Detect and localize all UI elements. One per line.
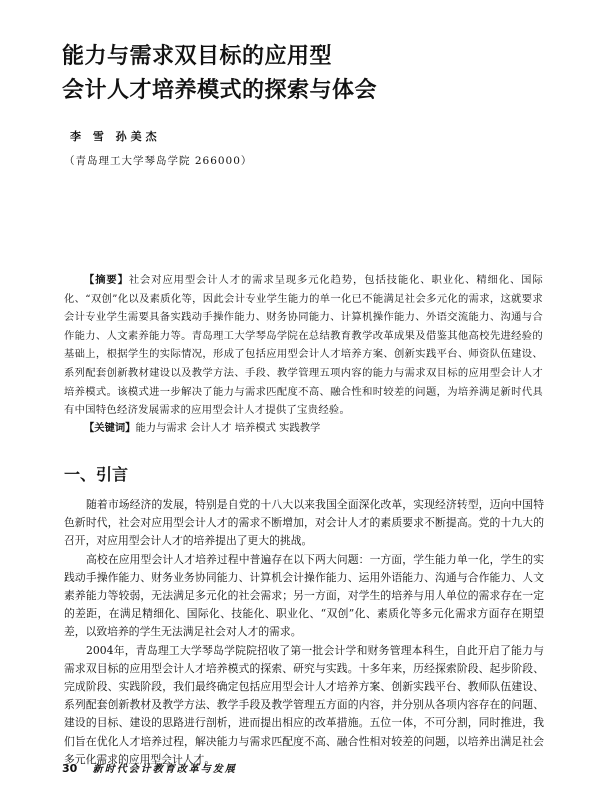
keywords-text: 能力与需求 会计人才 培养模式 实践教学 <box>135 422 321 434</box>
abstract <box>64 271 543 420</box>
section-heading-introduction: 一、引言 <box>64 465 129 484</box>
keywords <box>84 419 544 437</box>
keywords-label: 【关键词】 <box>84 422 136 434</box>
title-line-2: 会计人才培养模式的探索与体会 <box>62 78 378 103</box>
journal-name: 新时代会计教育改革与发展 <box>92 764 237 775</box>
abstract-label: 【摘要】 <box>84 274 129 286</box>
article-title <box>62 40 562 108</box>
page-footer <box>62 760 237 775</box>
title-line-1: 能力与需求双目标的应用型 <box>62 44 333 69</box>
page-number: 30 <box>62 762 78 775</box>
authors: 李 雪 孙美杰 <box>70 130 161 143</box>
affiliation: （青岛理工大学琴岛学院 266000） <box>64 155 253 167</box>
body-paragraph: 2004年，青岛理工大学琴岛学院院招收了第一批会计学和财务管理本科生，自此开启了能力与需求双目标的应用型会计人才培养模式的探索、研究与实践。十多年来，历经探索阶段、起步阶段、完成阶段、实践阶段，我们最终确定包括应用型会计人才培养方案、创新实践平台、教师队伍建设、系列配套创新教材及教学方法、教学手段及教学管理五方面的内容，并分别从各项内容存在的问题、建设的目标、建设的思路进行剖析，进而提出相应的改革措施。五位一体，不可分割，同时推进，我们旨在优化人才培养过程，解决能力与需求匹配度不高、融合性相对较差的问题，以培养出满足社会多元化需求的应用型会计人才。 <box>64 643 544 766</box>
body-paragraph: 随着市场经济的发展，特别是自党的十八大以来我国全面深化改革，实现经济转型，迈向中国特色新时代，社会对应用型会计人才的需求不断增加，对会计人才的素质要求不断提高。党的十九大的召开，对应用型会计人才的培养提出了更大的挑战。 <box>64 498 544 548</box>
body-paragraph: 高校在应用型会计人才培养过程中普遍存在以下两大问题：一方面，学生能力单一化，学生的实践动手操作能力、财务业务协同能力、计算机会计操作能力、运用外语能力、沟通与合作能力、人文素养能力等较弱，无法满足多元化的社会需求；另一方面，对学生的培养与用人单位的需求存在一定的差距，在满足精细化、国际化、技能化、职业化、“双创”化、素质化等多元化需求方面存在期望差，以致培养的学生无法满足社会对人才的需求。 <box>64 552 544 639</box>
section-body <box>64 496 544 769</box>
abstract-text: 社会对应用型会计人才的需求呈现多元化趋势，包括技能化、职业化、精细化、国际化、“双创”化以及素质化等，因此会计专业学生能力的单一化已不能满足社会多元化的需求，这就要求会计专业学生需要具备实践动手操作能力、财务协同能力、计算机操作能力、外语交流能力、沟通与合作能力、人文素养能力等。青岛理工大学琴岛学院在总结教育教学改革成果及借鉴其他高校先进经验的基础上，根据学生的实际情况，形成了包括应用型会计人才培养方案、创新实践平台、师资队伍建设、系列配套创新教材建设以及教学方法、手段、教学管理五项内容的能力与需求双目标的应用型会计人才培养模式。该模式进一步解决了能力与需求匹配度不高、融合性和时较差的问题，为培养满足新时代具有中国特色经济发展需求的应用型会计人才提供了宝贵经验。 <box>64 274 543 417</box>
